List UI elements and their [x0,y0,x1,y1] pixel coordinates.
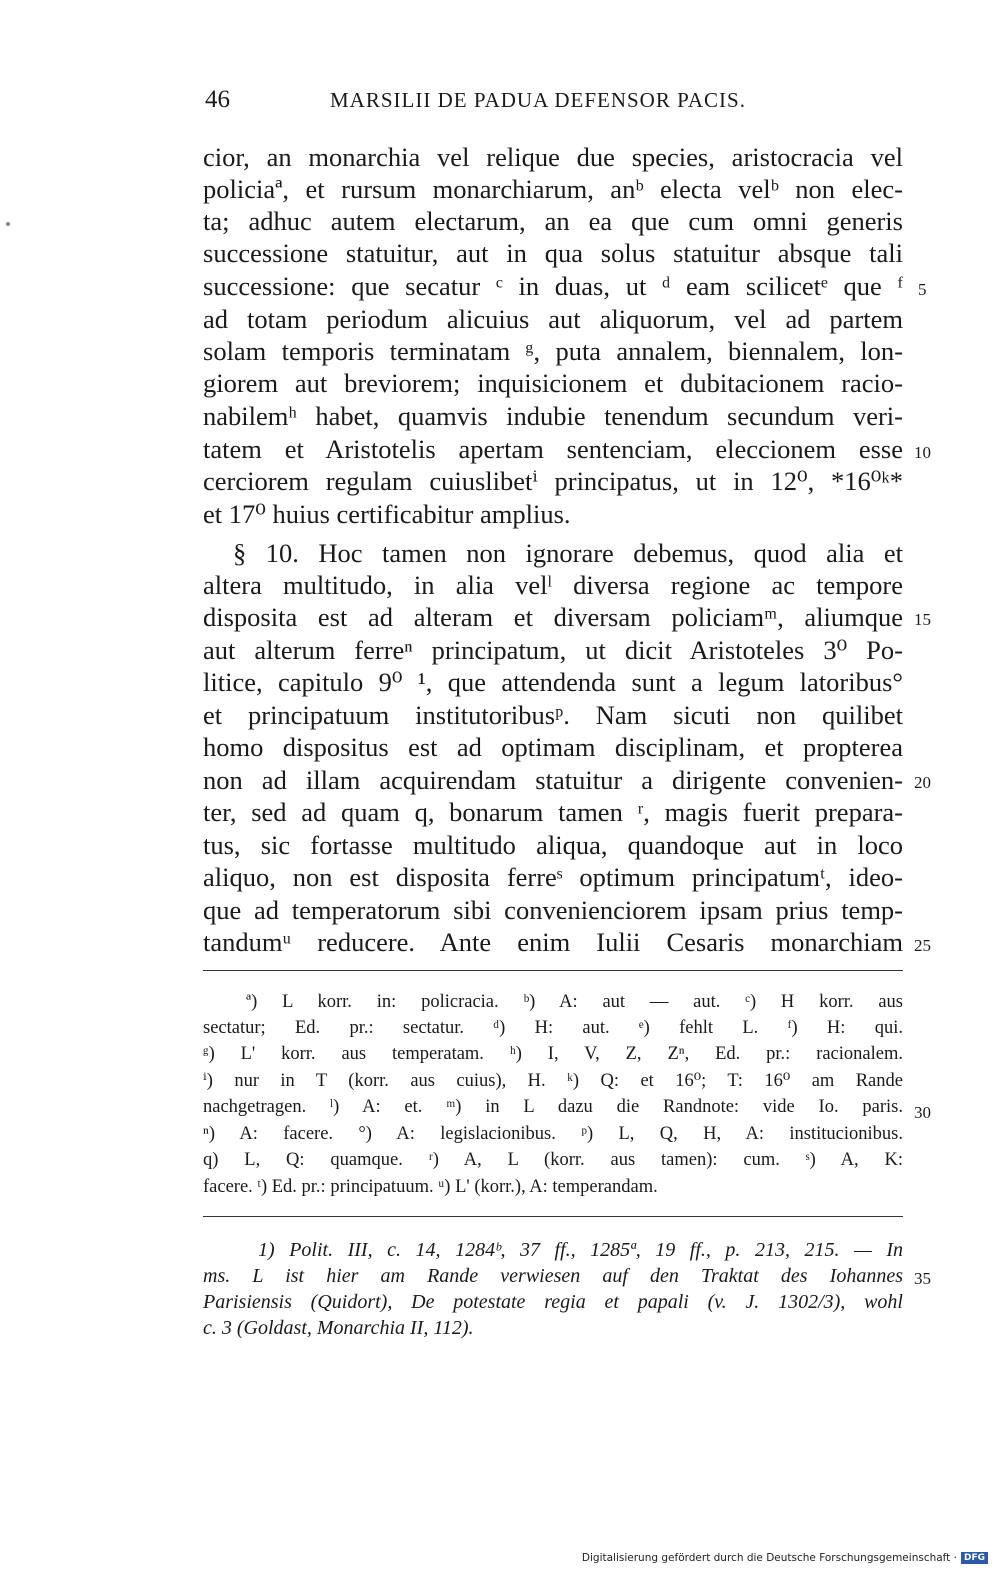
note-line: c. 3 (Goldast, Monarchia II, 112). [203,1317,474,1339]
variant-line: facere. ᵗ) Ed. pr.: principatuum. ᵘ) L' (korr.), A: temperandam. [203,1177,658,1197]
note-line: ms. L ist hier am Rande verwiesen auf den Traktat des Iohannes [203,1265,903,1287]
line-number: 20 [914,773,931,792]
variant-line: ⁿ) A: facere. °) A: legislacionibus. ᵖ) L, Q, H, A: institucionibus. [203,1124,903,1144]
line-number: 35 [914,1269,931,1288]
running-title: MARSILII DE PADUA DEFENSOR PACIS. [330,88,746,112]
body-line: altera multitudo, in alia velˡ diversa regione ac tempore [203,570,903,600]
note-line: Parisiensis (Quidort), De potestate regia et papali (v. J. 1302/3), wohl [203,1291,903,1313]
body-line: homo dispositus est ad optimam disciplinam, et propterea [203,732,903,762]
variant-line: nachgetragen. ˡ) A: et. ᵐ) in L dazu die Randnote: vide Io. paris. [203,1097,903,1117]
body-line: ter, sed ad quam q, bonarum tamen ʳ, magis fuerit prepara- [203,797,903,827]
page-number: 46 [205,86,230,113]
body-line: tandumᵘ reducere. Ante enim Iulii Cesaris monarchiam [203,927,903,957]
variant-line: ⁱ) nur in T (korr. aus cuius), H. ᵏ) Q: et 16⁰; T: 16⁰ am Rande [203,1071,903,1091]
line-number: 25 [914,936,931,955]
digitization-footer [582,1552,988,1564]
line-number: 5 [918,280,927,299]
body-line: cerciorem regulam cuiuslibetⁱ principatus, ut in 12⁰, *16⁰ᵏ* [203,466,903,496]
body-line: et principatuum institutoribusᵖ. Nam sicuti non quilibet [203,700,903,730]
body-line: § 10. Hoc tamen non ignorare debemus, quod alia et [233,538,903,568]
variant-line: sectatur; Ed. pr.: sectatur. ᵈ) H: aut. ᵉ) fehlt L. ᶠ) H: qui. [203,1018,903,1038]
variant-line: q) L, Q: quamque. ʳ) A, L (korr. aus tamen): cum. ˢ) A, K: [203,1150,903,1170]
body-line: et 17⁰ huius certificabitur amplius. [203,499,571,529]
body-line: non ad illam acquirendam statuitur a dirigente convenien- [203,765,903,795]
body-line: tus, sic fortasse multitudo aliqua, quandoque aut in loco [203,830,903,860]
note-line: 1) Polit. III, c. 14, 1284ᵇ, 37 ff., 1285ª, 19 ff., p. 213, 215. — In [258,1239,903,1261]
body-line: aut alterum ferreⁿ principatum, ut dicit Aristoteles 3⁰ Po- [203,635,903,665]
body-line: giorem aut breviorem; inquisicionem et dubitacionem racio- [203,368,903,398]
body-line: policiaª, et rursum monarchiarum, anᵇ electa velᵇ non elec- [203,174,903,204]
body-line: disposita est ad alteram et diversam policiamᵐ, aliumque [203,602,903,632]
line-number: 10 [914,443,931,462]
body-line: que ad temperatorum sibi convenienciorem ipsam prius temp- [203,895,903,925]
line-number: 30 [914,1103,931,1122]
body-line: ta; adhuc autem electarum, an ea que cum omni generis [203,206,903,236]
body-line: tatem et Aristotelis apertam sentenciam, eleccionem esse [203,434,903,464]
separator-rule [203,1216,903,1217]
line-number: 15 [914,610,931,629]
body-line: successione statuitur, aut in qua solus statuitur absque tali [203,238,903,268]
separator-rule [203,970,903,971]
stray-mark [6,222,10,226]
body-line: litice, capitulo 9⁰ ¹, que attendenda sunt a legum latoribus° [203,667,903,697]
dfg-logo-icon: DFG [961,1552,988,1564]
body-line: cior, an monarchia vel relique due species, aristocracia vel [203,142,903,172]
variant-line: ᵍ) L' korr. aus temperatam. ʰ) I, V, Z, Zⁿ, Ed. pr.: racionalem. [203,1044,903,1064]
body-line: nabilemʰ habet, quamvis indubie tenendum secundum veri- [203,401,903,431]
digitization-text: Digitalisierung gefördert durch die Deutsche Forschungsgemeinschaft · [581,1552,957,1564]
body-line: successione: que secatur ᶜ in duas, ut ᵈ eam scilicetᵉ que ᶠ [203,271,903,301]
body-line: aliquo, non est disposita ferreˢ optimum principatumᵗ, ideo- [203,862,903,892]
body-line: ad totam periodum alicuius aut aliquorum, vel ad partem [203,304,903,334]
variant-line: ª) L korr. in: policracia. ᵇ) A: aut — aut. ᶜ) H korr. aus [246,992,903,1012]
body-line: solam temporis terminatam ᵍ, puta annalem, biennalem, lon- [203,336,903,366]
